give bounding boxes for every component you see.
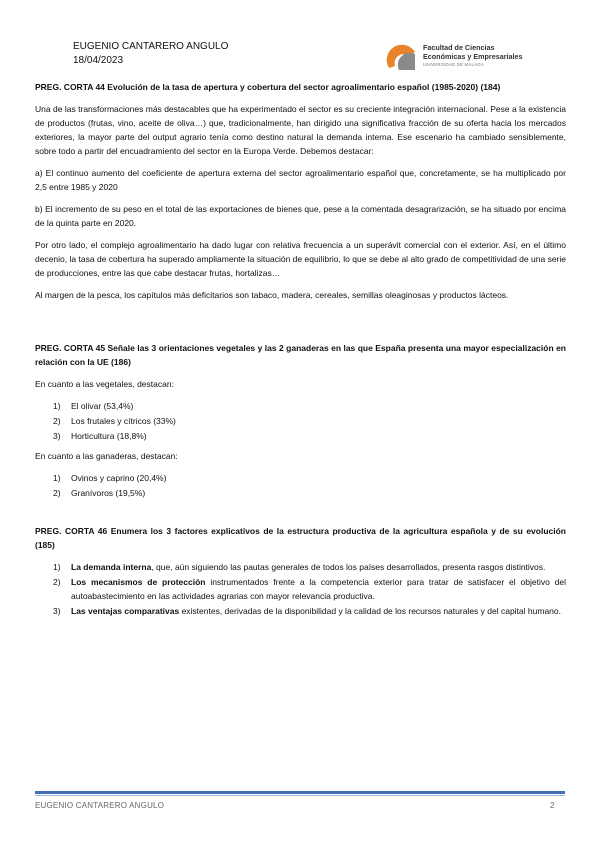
logo-line-1: Facultad de Ciencias [423, 43, 495, 52]
q44-paragraph-2: a) El continuo aumento del coeficiente de apertura externa del sector agroalimentario español que, concretamente, se ha multiplicado por 2,5 entre 1985 y 2020 [35, 168, 566, 192]
list-item [53, 575, 566, 603]
q44-paragraph-1: Una de las transformaciones más destacables que ha experimentado el sector es su creciente integración internacional. Pese a la existencia de productos (frutas, vino, aceite de oliva…) que, tradicionalmente, han dirigido una significativa fracción de su oferta hacia los mercados exteriores, la mayor parte del output agrario tenía como destino natural la demanda interna. Ese escenario ha cambiado sensiblemente, sobre todo a partir del encuadramiento del sector en la Europa Verde. Debemos destacar: [35, 104, 566, 156]
factor-term: La demanda interna [71, 562, 152, 572]
list-number: 1) [53, 401, 61, 411]
list-number: 2) [53, 488, 61, 498]
question-45-title: PREG. CORTA 45 Señale las 3 orientaciones vegetales y las 2 ganaderas en las que España presenta una mayor especialización en relación con la UE (186) [35, 343, 566, 367]
faculty-logo-text [423, 44, 522, 70]
list-number: 3) [53, 431, 61, 441]
q46-factor-list [35, 560, 566, 618]
q44-paragraph-5: Al margen de la pesca, los capítulos más deficitarios son tabaco, madera, cereales, semillas oleaginosas y productos lácteos. [35, 290, 509, 300]
factor-description: instrumentados frente a la competencia exterior para tratar de satisfacer el objetivo del autoabastecimiento en las actividades agrarias con mayor relevancia productiva. [71, 577, 566, 601]
list-item [53, 414, 566, 428]
list-item-text: Granívoros (19,5%) [71, 488, 146, 498]
q45-vegetal-list [35, 399, 566, 443]
list-item [53, 429, 566, 443]
q45-vegetal-intro: En cuanto a las vegetales, destacan: [35, 379, 174, 389]
q45-ganadera-intro: En cuanto a las ganaderas, destacan: [35, 451, 178, 461]
document-body [35, 80, 566, 624]
list-item-text: Ovinos y caprino (20,4%) [71, 473, 167, 483]
logo-line-2: Económicas y Empresariales [423, 51, 523, 61]
q45-ganadera-list [35, 471, 566, 500]
header-author: EUGENIO CANTARERO ANGULO [73, 41, 229, 52]
logo-line-3: UNIVERSIDAD DE MÁLAGA [423, 62, 485, 68]
list-item-text: Los frutales y cítricos (33%) [71, 416, 176, 426]
list-item [53, 604, 566, 618]
list-item [53, 471, 566, 485]
question-44-title: PREG. CORTA 44 Evolución de la tasa de apertura y cobertura del sector agroalimentario español (1985-2020) (184) [35, 82, 501, 92]
section-spacer [35, 506, 566, 524]
list-number: 2) [53, 577, 61, 587]
list-number: 3) [53, 606, 61, 616]
section-spacer [35, 310, 566, 341]
factor-term: Los mecanismos de protección [71, 577, 206, 587]
q44-paragraph-3: b) El incremento de su peso en el total de las exportaciones de bienes que, pese a la comentada desagrarización, se ha situado por encima de la quinta parte en 2020. [35, 204, 566, 228]
factor-term: Las ventajas comparativas [71, 606, 180, 616]
list-item [53, 486, 566, 500]
footer-author: EUGENIO CANTARERO ANGULO [35, 801, 165, 810]
header-date: 18/04/2023 [73, 55, 124, 66]
footer-rule [35, 791, 565, 794]
question-46-title: PREG. CORTA 46 Enumera los 3 factores explicativos de la estructura productiva de la agricultura española y de su evolución (185) [35, 526, 566, 550]
page-header [73, 40, 228, 68]
faculty-logo-icon [385, 42, 419, 72]
list-item-text: Horticultura (18,8%) [71, 431, 147, 441]
footer-rule-thin [35, 795, 565, 796]
list-number: 1) [53, 562, 61, 572]
list-number: 2) [53, 416, 61, 426]
list-item-text: El olivar (53,4%) [71, 401, 134, 411]
page-number: 2 [550, 801, 555, 810]
q44-paragraph-4: Por otro lado, el complejo agroalimentario ha dado lugar con relativa frecuencia a un superávit comercial con el exterior. Así, en el último decenio, la tasa de cobertura ha superado ampliamente la situación de equilibrio, lo que se debe al alto grado de competitividad de una serie de producciones, entre las que cabe destacar frutas, hortalizas… [35, 240, 566, 278]
factor-description: , que, aún siguiendo las pautas generales de todos los países desarrollados, presenta rasgos distintivos. [151, 562, 546, 572]
list-number: 1) [53, 473, 61, 483]
list-item [53, 399, 566, 413]
list-item [53, 560, 566, 574]
factor-description: existentes, derivadas de la disponibilidad y la calidad de los recursos naturales y del capital humano. [179, 606, 561, 616]
faculty-logo [385, 42, 560, 76]
